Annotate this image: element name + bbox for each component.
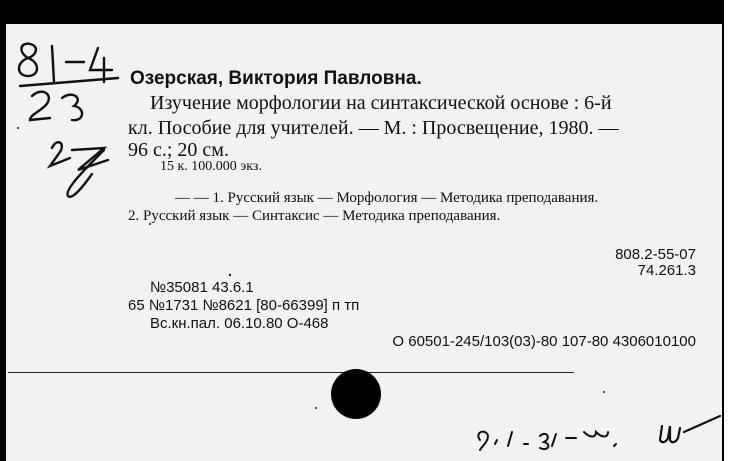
card-subjects-line-1: — — 1. Русский язык — Морфология — Методика преподавания.: [175, 190, 599, 206]
card-catalog-line-1: №35081 43.6.1: [150, 279, 254, 296]
handwritten-mark-icon: [50, 142, 108, 197]
card-classification-udc: 808.2-55-07: [615, 246, 696, 263]
card-catalog-line-4: О 60501-245/103(03)-80 107-80 4306010100: [392, 333, 696, 350]
bottom-rule: [8, 372, 574, 373]
card-title-line-3: 96 с.; 20 см.: [128, 139, 229, 161]
handwritten-date-icon: [478, 432, 616, 450]
card-author: Озерская, Виктория Павловна.: [130, 68, 422, 89]
punch-hole: [331, 369, 381, 419]
card-price-run: 15 к. 100.000 экз.: [160, 159, 262, 174]
card-subjects-line-2: 2. Русский язык — Синтаксис — Методика преподавания.: [128, 208, 501, 224]
card-title-line-2: кл. Пособие для учителей. — М. : Просвещение, 1980. —: [128, 117, 619, 139]
handwritten-call-number-icon: [19, 44, 118, 120]
card-classification-bbk: 74.261.3: [637, 262, 696, 279]
card-catalog-line-2: 65 №1731 №8621 [80-66399] п тп: [128, 297, 360, 314]
handwritten-signature-icon: [660, 416, 720, 442]
card-catalog-line-3: Вс.кн.пал. 06.10.80 О-468: [150, 315, 329, 332]
card-title-line-1: Изучение морфологии на синтаксической основе : 6-й: [150, 92, 612, 114]
pencil-marks-icon: [17, 127, 605, 409]
